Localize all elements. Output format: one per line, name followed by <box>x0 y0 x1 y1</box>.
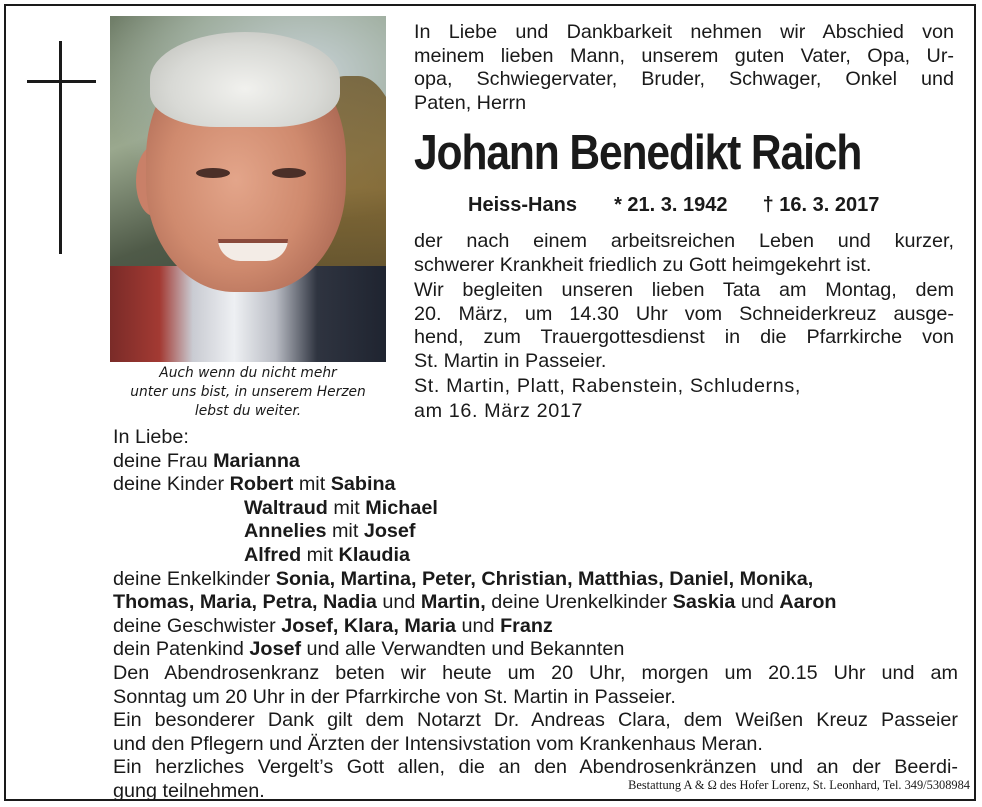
intro-text <box>414 21 954 115</box>
passing-text <box>414 230 954 277</box>
funeral-line: Wir begleiten unseren lieben Tata am Montag, dem <box>414 279 954 301</box>
grandchildren-line <box>113 591 958 615</box>
caption-line: lebst du weiter. <box>194 403 302 419</box>
partner-name: Sabina <box>330 473 396 496</box>
funeral-line: 20. März, um 14.30 Uhr vom Schneiderkreuz ausge- <box>414 302 954 325</box>
child-name: Annelies <box>244 520 327 543</box>
mit-word: mit <box>331 520 359 543</box>
godchild-label: dein Patenkind <box>113 638 250 661</box>
funeral-line: St. Martin in Passeier. <box>414 349 607 372</box>
grandchildren-label: deine Enkelkinder <box>113 567 276 590</box>
place-line: am 16. März 2017 <box>414 400 584 422</box>
mit-word: mit <box>333 496 360 519</box>
child-name: Robert <box>229 473 294 496</box>
intro-line: opa, Schwiegervater, Bruder, Schwager, Onkel und <box>414 68 954 90</box>
mourners-list <box>113 426 958 804</box>
intro-line: Paten, Herrn <box>414 91 527 114</box>
photo-smile <box>218 239 288 261</box>
caption-line: unter uns bist, in unserem Herzen <box>130 384 366 400</box>
place-line: St. Martin, Platt, Rabenstein, Schluderns, <box>414 375 801 397</box>
photo-hair <box>150 32 340 127</box>
partner-name: Michael <box>365 496 438 519</box>
grandchildren-names: Sonia, Martina, Peter, Christian, Matthias, Daniel, Monika, <box>275 567 814 590</box>
photo-eye-left <box>196 168 230 178</box>
mit-word: mit <box>306 543 334 566</box>
funeral-line: hend, zum Trauergottesdienst in die Pfarrkirche von <box>414 326 954 348</box>
und-word: und <box>382 591 416 614</box>
undertaker-credit: Bestattung A & Ω des Hofer Lorenz, St. Leonhard, Tel. 349/5308984 <box>628 778 970 792</box>
cross-horizontal-bar <box>27 80 96 83</box>
grandchild-name: Martin, <box>420 591 486 614</box>
wife-line <box>113 450 958 474</box>
caption-line: Auch wenn du nicht mehr <box>159 365 337 381</box>
life-dates <box>468 194 879 217</box>
portrait-photo <box>110 16 386 362</box>
siblings-label: deine Geschwister <box>113 614 282 637</box>
siblings-line <box>113 615 958 639</box>
cross-vertical-bar <box>59 41 62 254</box>
godchild-line <box>113 638 958 662</box>
children-line <box>113 497 958 521</box>
child-name: Alfred <box>244 543 302 566</box>
place-date <box>414 374 954 424</box>
und-word: und <box>461 614 495 637</box>
passing-line: der nach einem arbeitsreichen Leben und kurzer, <box>414 230 954 252</box>
relatives-text: und alle Verwandten und Bekannten <box>301 638 625 661</box>
great-grandchildren-label: deine Urenkelkinder <box>485 591 673 614</box>
children-line <box>113 473 958 497</box>
closing-line: Den Abendrosenkranz beten wir heute um 20 Uhr, morgen um 20.15 Uhr und am <box>113 661 958 684</box>
in-liebe-label: In Liebe: <box>113 426 189 448</box>
closing-line: und den Pflegern und Ärzten der Intensivstation vom Krankenhaus Meran. <box>113 732 763 755</box>
child-name: Waltraud <box>244 496 328 519</box>
children-label: deine Kinder <box>113 473 230 496</box>
photo-eye-right <box>272 168 306 178</box>
children-line <box>113 520 958 544</box>
funeral-text <box>414 279 954 373</box>
intro-line: In Liebe und Dankbarkeit nehmen wir Abschied von <box>414 21 954 43</box>
death-date: † 16. 3. 2017 <box>762 194 880 216</box>
great-grandchild-name: Saskia <box>672 591 736 614</box>
great-grandchild-name: Aaron <box>779 591 837 614</box>
closing-line: Ein besonderer Dank gilt dem Notarzt Dr. Andreas Clara, dem Weißen Kreuz Passeier <box>113 709 958 732</box>
intro-line: meinem lieben Mann, unserem guten Vater, Opa, Ur- <box>414 44 954 67</box>
closing-line: Sonntag um 20 Uhr in der Pfarrkirche von St. Martin in Passeier. <box>113 685 676 708</box>
wife-name: Marianna <box>213 449 300 472</box>
nickname: Heiss-Hans <box>468 194 577 216</box>
children-line <box>113 544 958 568</box>
closing-line: gung teilnehmen. <box>113 779 265 802</box>
wife-label: deine Frau <box>113 449 214 472</box>
partner-name: Klaudia <box>338 543 410 566</box>
und-word: und <box>740 591 774 614</box>
closing-line: Ein herzliches Vergelt’s Gott allen, die an den Abendrosenkränzen und an der Beerdi- <box>113 756 958 779</box>
mit-word: mit <box>298 473 326 496</box>
passing-line: schwerer Krankheit friedlich zu Gott heimgekehrt ist. <box>414 253 872 276</box>
photo-caption <box>106 364 390 421</box>
siblings-names: Josef, Klara, Maria <box>281 614 457 637</box>
godchild-name: Josef <box>249 638 302 661</box>
birth-date: * 21. 3. 1942 <box>614 194 728 216</box>
grandchildren-line <box>113 568 958 592</box>
grandchildren-names: Thomas, Maria, Petra, Nadia <box>113 591 377 614</box>
sibling-name: Franz <box>500 614 553 637</box>
partner-name: Josef <box>363 520 416 543</box>
deceased-name: Johann Benedikt Raich <box>414 125 862 180</box>
